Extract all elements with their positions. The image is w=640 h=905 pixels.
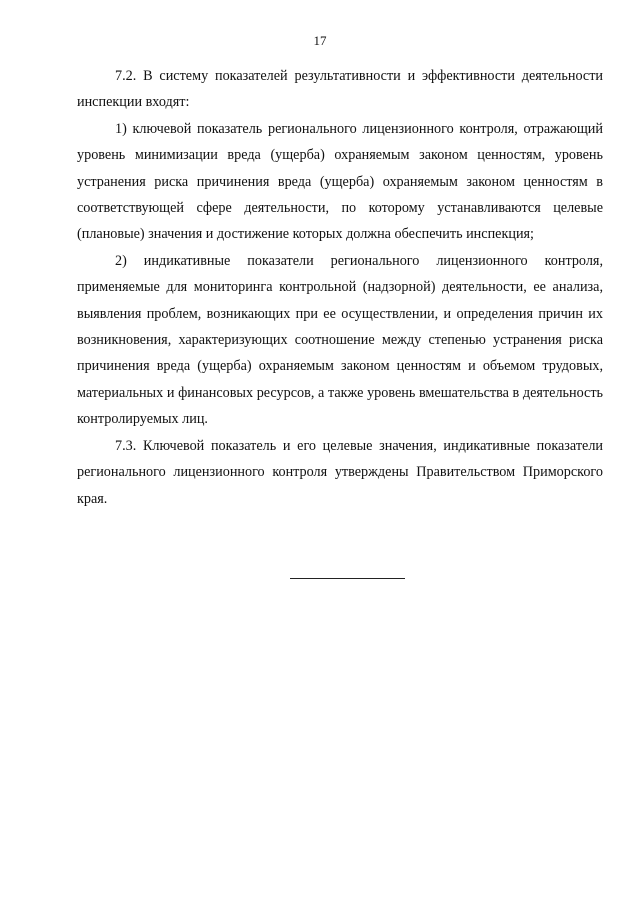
end-divider-line [290, 578, 405, 579]
page-number: 17 [313, 33, 327, 48]
document-body [77, 63, 603, 512]
paragraph-7-2: 7.2. В систему показателей результативности и эффективности деятельности инспекции входят: [77, 68, 603, 111]
paragraph-item-2: 2) индикативные показатели регионального лицензионного контроля, применяемые для мониторинга контрольной (надзорной) деятельности, ее анализа, выявления проблем, возникающих при ее осуществлении, и определения причин их возникновения, характеризующих соотношение между степенью устранения риска причинения вреда (ущерба) охраняемым законом ценностям и объемом трудовых, материальных и финансовых ресурсов, а также уровень вмешательства в деятельность контролируемых лиц. [77, 252, 603, 428]
paragraph-7-3: 7.3. Ключевой показатель и его целевые значения, индикативные показатели регионального лицензионного контроля утверждены Правительством Приморского края. [77, 437, 603, 507]
paragraph-item-1: 1) ключевой показатель регионального лицензионного контроля, отражающий уровень минимизации вреда (ущерба) охраняемым законом ценностям, уровень устранения риска причинения вреда (ущерба) охраняемым законом ценностям в соответствующей сфере деятельности, по которому устанавливаются целевые (плановые) значения и достижение которых должна обеспечить инспекция; [77, 120, 603, 243]
